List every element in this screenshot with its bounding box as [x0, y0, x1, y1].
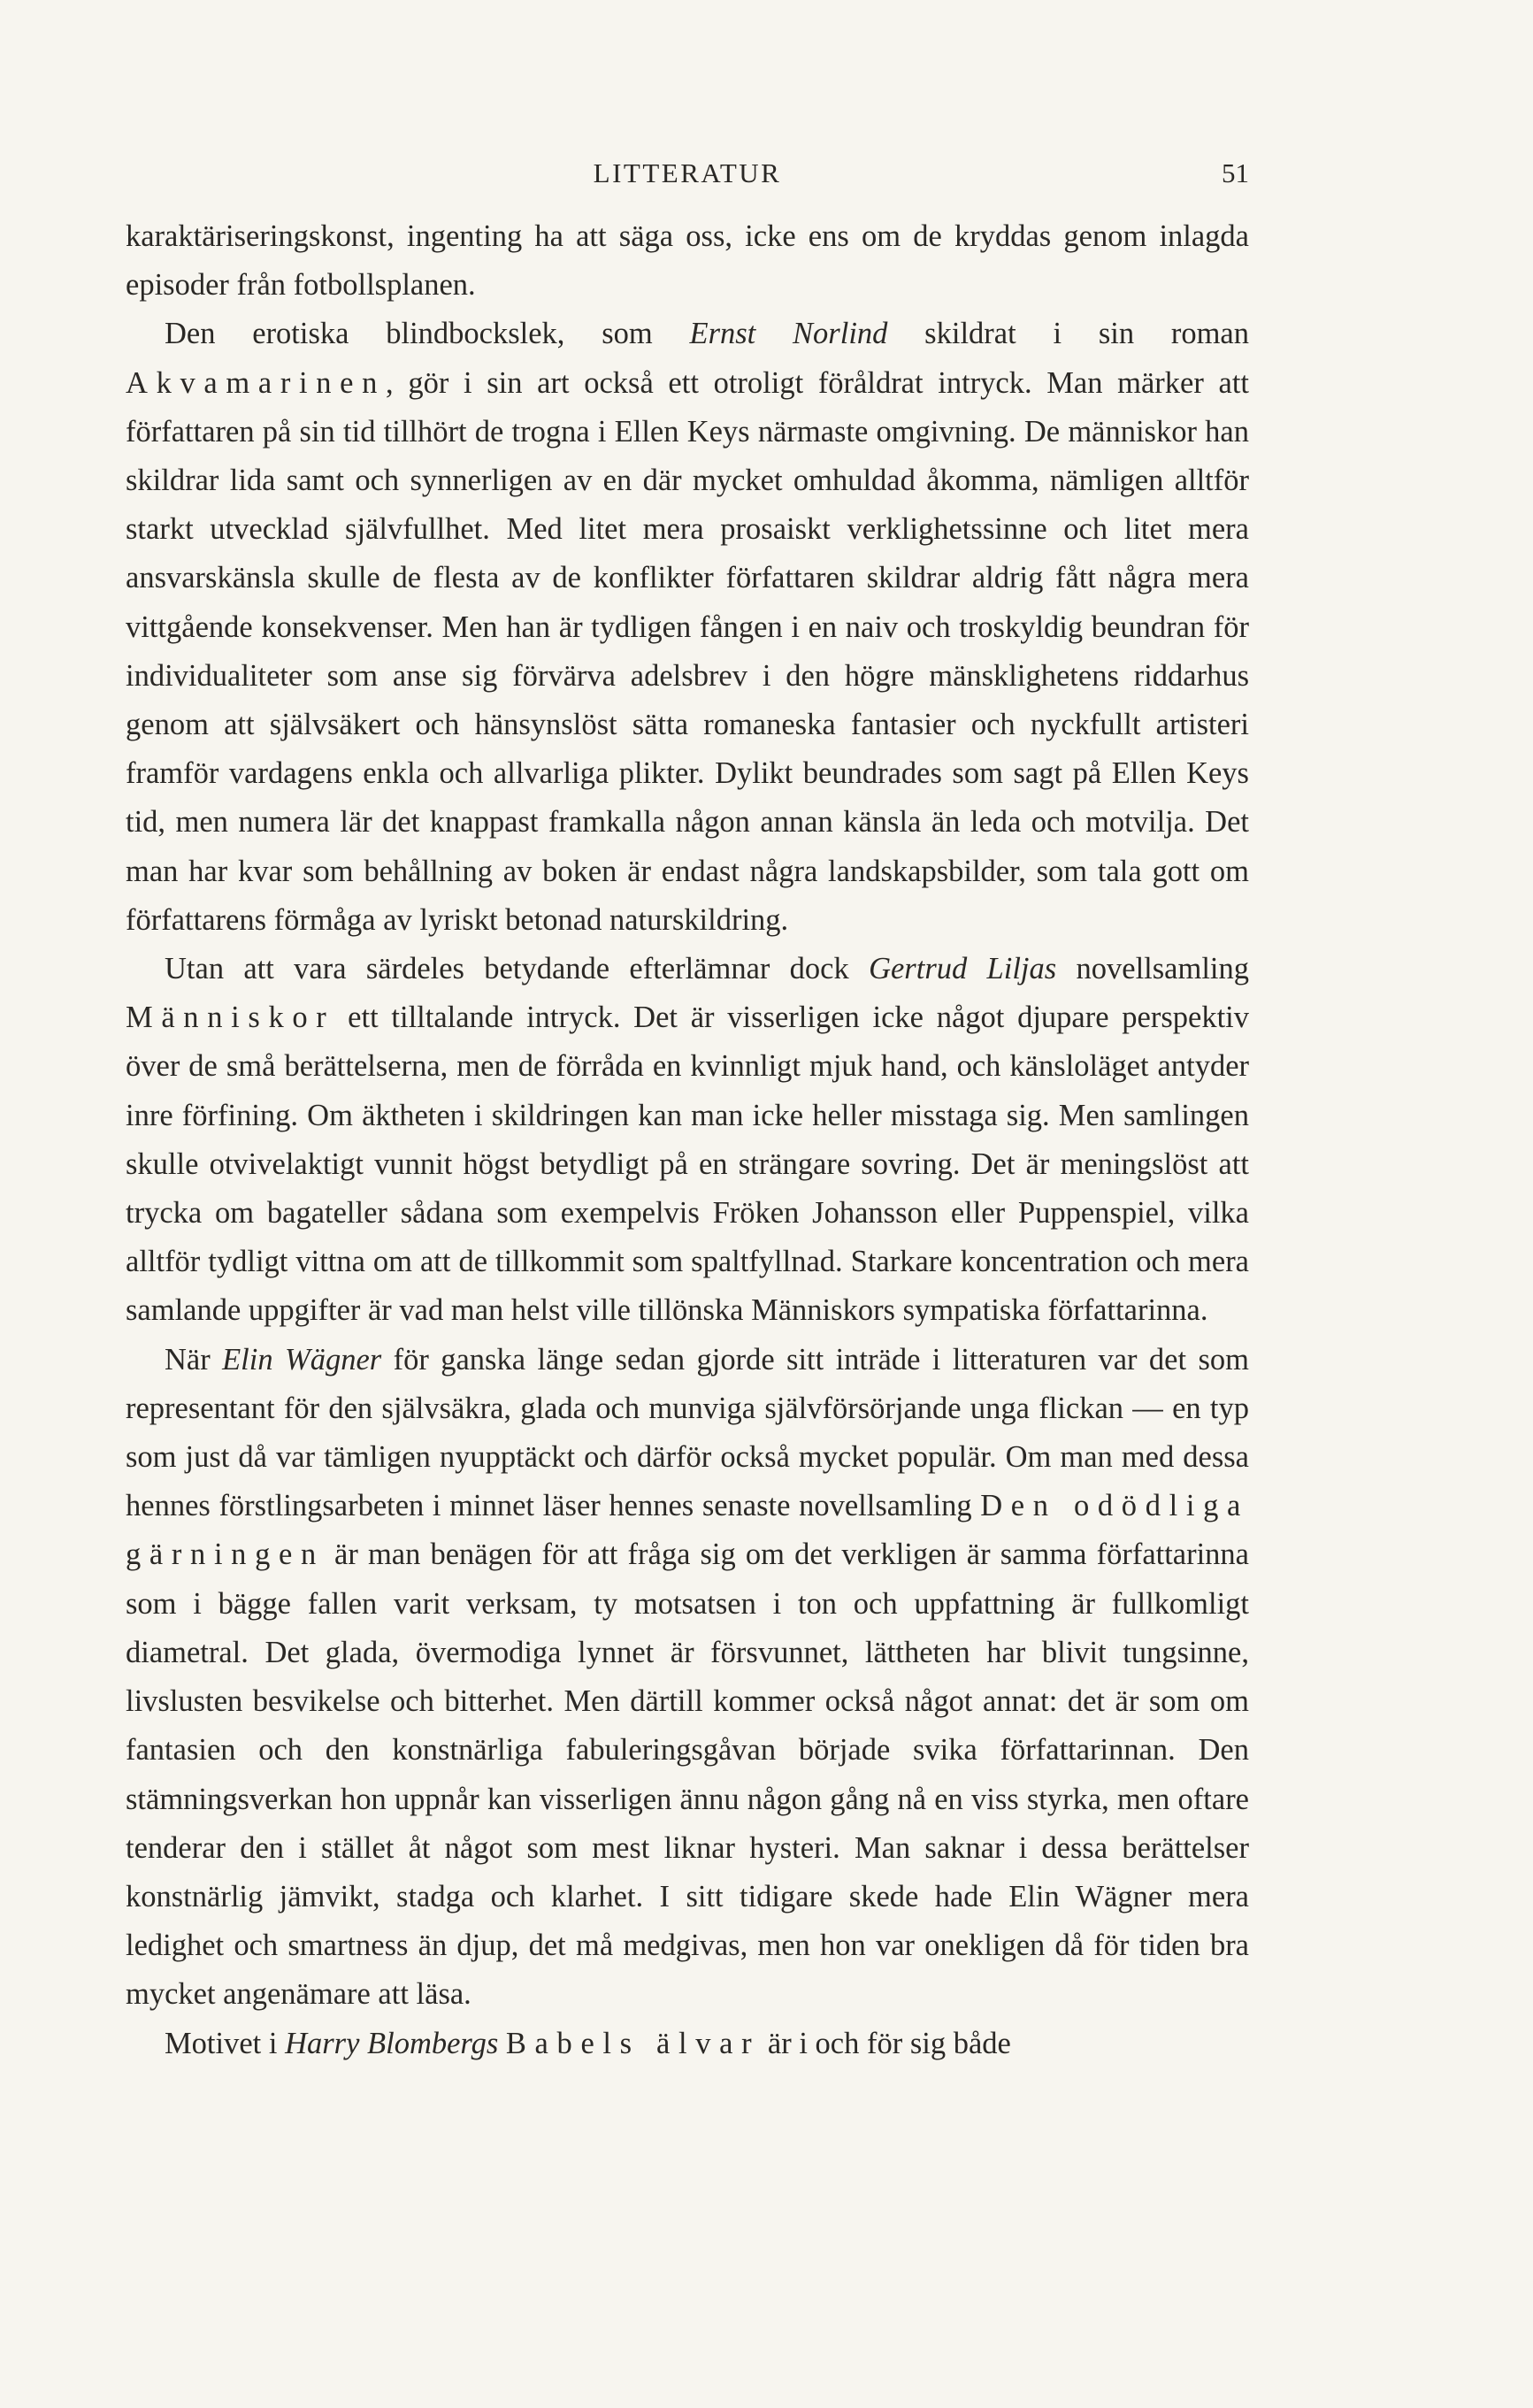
paragraph-5-text-b: [498, 2027, 506, 2060]
paragraph-3-text-b: novellsamling: [1056, 952, 1249, 986]
paragraph-4-text-b: för ganska länge sedan gjorde sitt inträde i litteraturen var det som representant för den självsäkra, glada och munviga självförsörjande unga flickan — en typ som just då var tämligen nyupptäckt och därför också mycket populär. Om man med dessa hennes förstlingsarbeten i minnet läser hennes senaste novellsamling: [126, 1342, 1249, 1523]
title-den-ododliga-garningen: Den odödliga gärningen: [126, 1489, 1249, 1572]
title-manniskor: Människor: [126, 1001, 335, 1035]
running-head: [126, 157, 1249, 193]
paragraph-1-text: karaktäriseringskonst, ingenting ha att säga oss, icke ens om de kryddas genom inlagda episoder från fotbollsplanen.: [126, 219, 1249, 303]
paragraph-2-text-a: Den erotiska blindbockslek, som: [165, 317, 690, 351]
paragraph-4-text-a: När: [165, 1342, 223, 1377]
author-wagner: Elin Wägner: [222, 1342, 382, 1377]
title-babels-alvar: Babels älvar: [505, 2026, 761, 2060]
paragraph-3-text-c: ett tilltalande intryck. Det är visserligen icke något djupare perspektiv över de små berättelserna, men de förråda en kvinnligt mjuk hand, och känsloläget antyder inre förfining. Om äktheten i skildringen kan man icke heller misstaga sig. Men samlingen skulle otvivelaktigt vunnit högst betydligt på en strängare sovring. Det är meningslöst att trycka om bagateller sådana som exempelvis Fröken Johansson eller Puppenspiel, vilka alltför tydligt vittna om att de tillkommit som spaltfyllnad. Starkare koncentration och mera samlande uppgifter är vad man helst ville tillönska Människors sympatiska författarinna.: [126, 1001, 1249, 1328]
paragraph-4: [126, 1336, 1249, 2020]
paragraph-3: [126, 945, 1249, 1336]
paragraph-5-text-c: är i och för sig både: [760, 2026, 1011, 2060]
page-number: 51: [1222, 157, 1249, 188]
author-lilja: Gertrud Liljas: [869, 952, 1057, 986]
paragraph-5: [126, 2020, 1249, 2068]
author-norlind: Ernst Norlind: [689, 317, 888, 351]
running-title: LITTERATUR: [593, 157, 782, 188]
paragraph-4-text-c: är man benägen för att fråga sig om det verkligen är samma författarinna som i bägge fallen varit verksam, ty motsatsen i ton och uppfattning är fullkomligt diametral. Det glada, övermodiga lynnet är försvunnet, lättheten har blivit tungsinne, livslusten besvikelse och bitterhet. Men därtill kommer också något annat: det är som om fantasien och den konstnärliga fabuleringsgåvan började svika författarinnan. Den stämningsverkan hon uppnår kan visserligen ännu någon gång nå en viss styrka, men oftare tenderar den i stället åt något som mest liknar hysteri. Man saknar i dessa berättelser konstnärlig jämvikt, stadga och klarhet. I sitt tidigare skede hade Elin Wägner mera ledighet och smartness än djup, det må medgivas, men hon var onekligen då för tiden bra mycket angenämare att läsa.: [126, 1538, 1249, 2012]
paragraph-2-text-c: , gör i sin art också ett otroligt föråldrat intryck. Man märker att författaren på sin tid tillhört de trogna i Ellen Keys närmaste omgivning. De människor han skildrar lida samt och synnerligen av en där mycket omhuldad åkomma, nämligen alltför starkt utvecklad självfullhet. Med litet mera prosaiskt verklighetssinne och litet mera ansvarskänsla skulle de flesta av de konflikter författaren skildrar aldrig fått några mera vittgående konsekvenser. Men han är tydligen fången i en naiv och troskyldig beundran för individualiteter som anse sig förvärva adelsbrev i den högre mänsklighetens riddarhus genom att självsäkert och hänsynslöst sätta romaneska fantasier och nyckfullt artisteri framför vardagens enkla och allvarliga plikter. Dylikt beundrades som sagt på Ellen Keys tid, men numera lär det knappast framkalla någon annan känsla än leda och motvilja. Det man har kvar som behållning av boken är endast några landskapsbilder, som tala gott om författarens förmåga av lyriskt betonad naturskildring.: [126, 365, 1249, 937]
title-akvamarinen: Akvamarinen: [126, 365, 387, 400]
author-blomberg: Harry Blombergs: [285, 2026, 499, 2060]
paragraph-2-text-b: skildrat i sin roman: [887, 317, 1249, 351]
paragraph-2: [126, 310, 1249, 945]
body-text: [126, 212, 1249, 2068]
paragraph-3-text-a: Utan att vara särdeles betydande efterlämnar dock: [165, 952, 870, 986]
paragraph-5-text-a: Motivet i: [165, 2026, 286, 2060]
paragraph-1: [126, 212, 1249, 310]
